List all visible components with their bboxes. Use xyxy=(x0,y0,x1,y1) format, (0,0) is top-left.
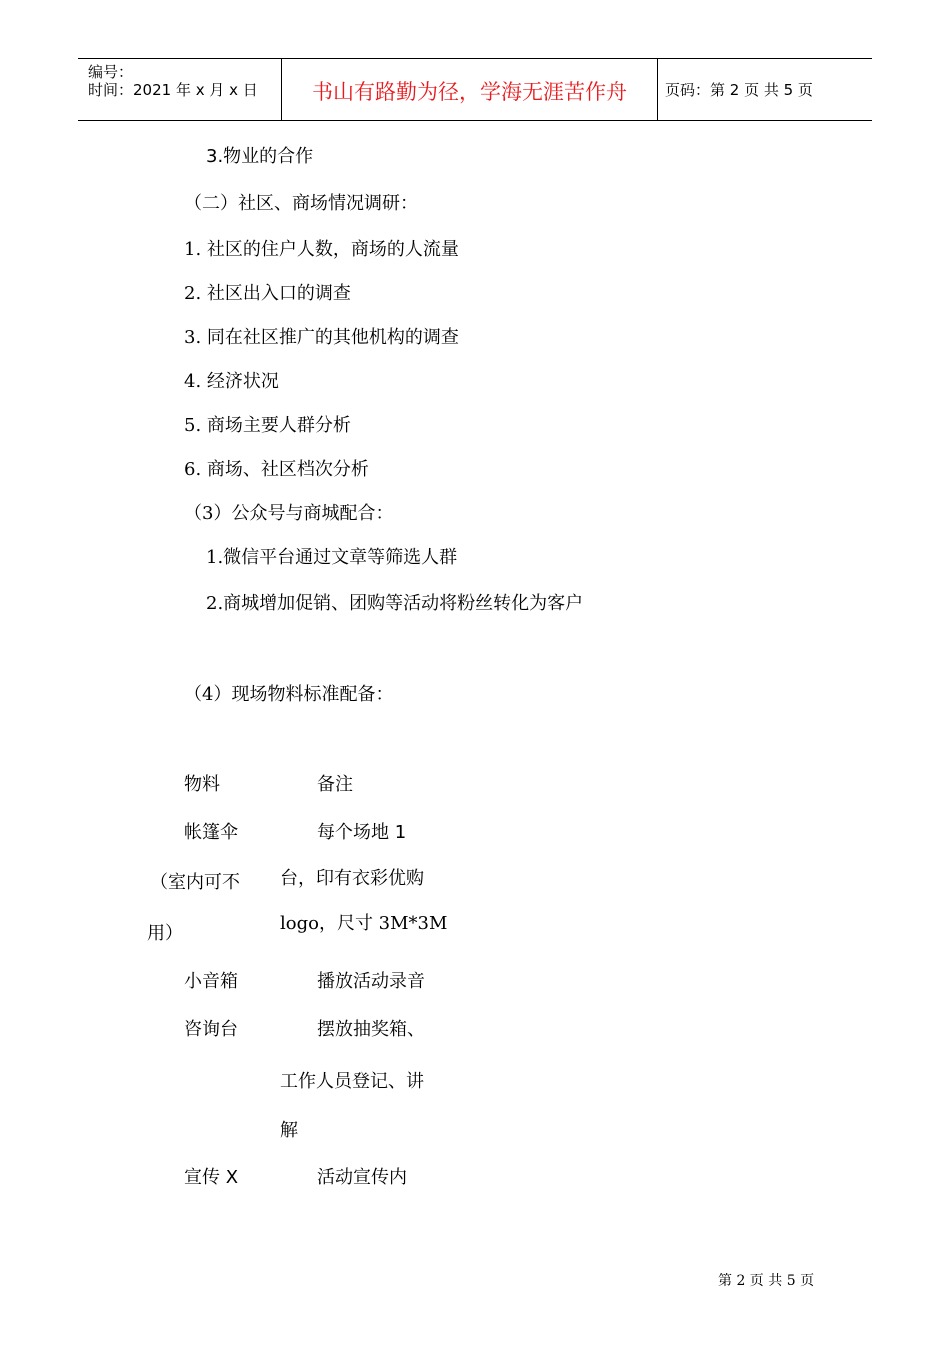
number-label: 编号： xyxy=(88,63,134,81)
material-name: 用） xyxy=(147,923,183,944)
material-name: 小音箱 xyxy=(184,971,238,992)
body-line: 5. 商场主要人群分析 xyxy=(184,415,351,436)
material-note: 解 xyxy=(280,1120,298,1141)
section-heading: （4）现场物料标准配备： xyxy=(184,684,394,705)
body-line: 4. 经济状况 xyxy=(184,371,279,392)
material-note: 工作人员登记、讲 xyxy=(280,1071,424,1092)
motto: 书山有路勤为径，学海无涯苦作舟 xyxy=(312,80,627,104)
material-note: 播放活动录音 xyxy=(317,971,425,992)
header-motto-cell xyxy=(281,59,658,120)
body-line: 2.商城增加促销、团购等活动将粉丝转化为客户 xyxy=(206,593,584,614)
body-line: 1. 社区的住户人数，商场的人流量 xyxy=(184,239,459,260)
page-header xyxy=(78,58,872,121)
material-note: 每个场地 1 xyxy=(317,822,407,843)
section-heading: （二）社区、商场情况调研： xyxy=(184,193,418,214)
material-note: logo，尺寸 3M*3M xyxy=(280,913,448,934)
body-line: 3. 同在社区推广的其他机构的调查 xyxy=(184,327,459,348)
body-line: 3.物业的合作 xyxy=(206,146,314,167)
body-line: 6. 商场、社区档次分析 xyxy=(184,459,369,480)
header-info-cell xyxy=(78,59,281,120)
page-footer: 第 2 页 共 5 页 xyxy=(718,1273,815,1289)
material-name: 咨询台 xyxy=(184,1019,238,1040)
body-line: 1.微信平台通过文章等筛选人群 xyxy=(206,547,458,568)
material-name: （室内可不 xyxy=(150,872,240,893)
material-note: 摆放抽奖箱、 xyxy=(317,1019,425,1040)
material-note: 活动宣传内 xyxy=(317,1167,407,1188)
materials-header-item: 物料 xyxy=(184,774,220,795)
material-name: 宣传 X xyxy=(184,1167,239,1188)
header-page-cell xyxy=(657,59,872,120)
materials-header-note: 备注 xyxy=(317,774,353,795)
material-name: 帐篷伞 xyxy=(184,822,238,843)
body-line: 2. 社区出入口的调查 xyxy=(184,283,351,304)
header-page-label: 页码：第 2 页 共 5 页 xyxy=(665,81,813,99)
time-label: 时间：2021 年 x 月 x 日 xyxy=(88,81,258,99)
section-heading: （3）公众号与商城配合： xyxy=(184,503,394,524)
material-note: 台，印有衣彩优购 xyxy=(280,868,424,889)
